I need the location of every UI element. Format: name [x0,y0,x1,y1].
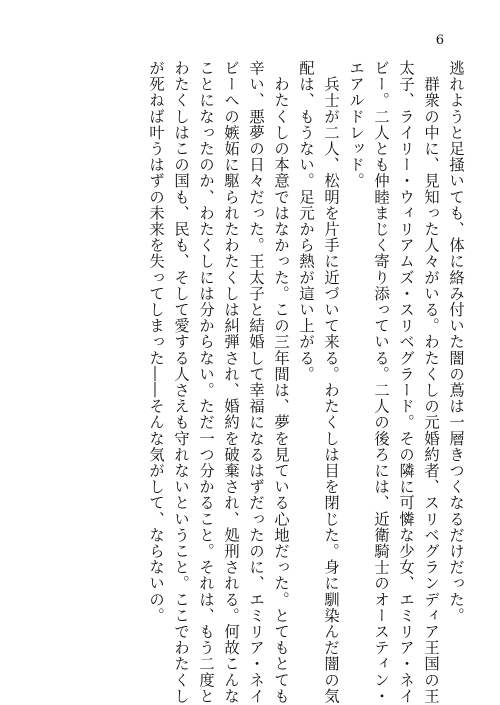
text-line: わたくしはこの国も、民も、そして愛する人さえも守れないということ。ここでわたくし [172,60,190,704]
text-line: 太子、ライリー・ウィリアムズ・スリベグラード。その隣に可憐な少女、エミリア・ネイ [397,60,415,704]
text-line: わたくしの本意ではなかった。この三年間は、夢を見ている心地だった。とてもとても [272,60,290,704]
text-line: 群衆の中に、見知った人々がいる。わたくしの元婚約者、スリベグランディア王国の王 [422,60,440,704]
text-line: ことになったのか、わたくしには分からない。ただ一つ分かること。それは、もう二度と [197,60,215,704]
section-break [0,60,118,682]
blank-line [118,60,143,682]
text-line: ビー。二人とも仲睦まじく寄り添っている。二人の後ろには、近衛騎士のオースティン・ [372,60,390,704]
text-line: 兵士が二人、松明を片手に近づいて来る。わたくしは目を閉じた。身に馴染んだ闇の気 [322,60,340,704]
page-number: 6 [435,33,444,48]
text-line: エアルドレッド。 [347,60,365,189]
text-line: 配は、もうない。足元から熱が這い上がる。 [297,60,315,382]
text-line: が死ねば叶うはずの未来を失ってしまった――そんな気がして、ならないの。 [147,60,165,624]
vertical-text-body [0,60,468,704]
text-line: 逃れようと足掻いても、体に絡み付いた闇の蔦は一層きつくなるだけだった。 [447,60,465,624]
text-line: 辛い、悪夢の日々だった。王太子と結婚して幸福になるはずだったのに、エミリア・ネイ [247,60,265,704]
text-line: ビーへの嫉妬に駆られたわたくしは糾弾され、婚約を破棄され、処刑される。何故こんな [222,60,240,704]
